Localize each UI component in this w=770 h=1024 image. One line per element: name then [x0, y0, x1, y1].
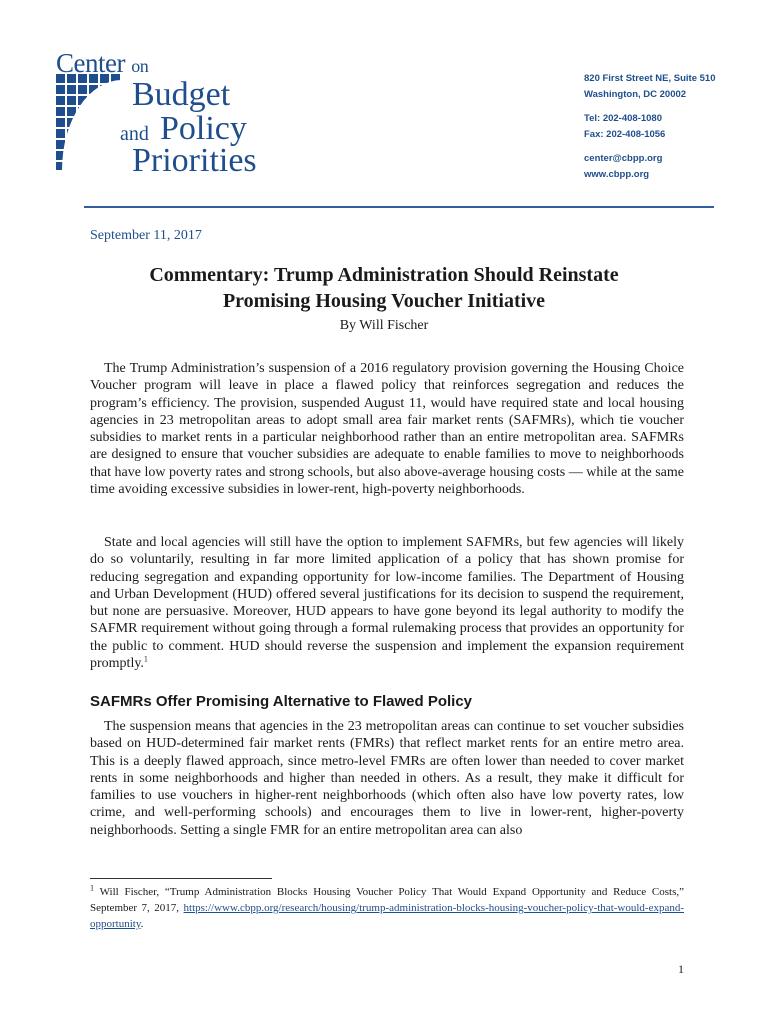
address-line-2: Washington, DC 20002 [584, 89, 687, 100]
paragraph-3: The suspension means that agencies in the 23 metropolitan areas can continue to set voucher subsidies based on HUD-determined fair market rents (FMRs) that reflect market rents for an entire metro area. This is a deeply flawed approach, since metro-level FMRs are often lower than needed to cover market rents in some neighborhoods and higher than needed in others. As a result, they make it difficult for families to use vouchers in higher-rent neighborhoods (which often also have low poverty rates, low crime, and well-performing schools) and encourages them to live in lower-rent, higher-poverty neighborhoods. Setting a single FMR for an entire metropolitan area can also [90, 719, 684, 838]
address-line-1: 820 First Street NE, Suite 510 [584, 73, 716, 84]
logo-priorities: Priorities [132, 142, 257, 179]
document-title [84, 262, 684, 314]
header-divider [84, 206, 714, 208]
paragraph-2-text: State and local agencies will still have the option to implement SAFMRs, but few agencies will likely do so voluntarily, resulting in far more limited application of a policy that has shown promise for reducing segregation and expanding opportunity for low-income families. The Department of Housing and Urban Development (HUD) offered several justifications for its decision to suspend the requirement, but none are persuasive. Moreover, HUD appears to have gone beyond its legal authority to modify the SAFMR requirement without going through a formal rulemaking process that provides an opportunity for the public to comment. HUD should reverse the suspension and implement the expansion requirement promptly. [90, 535, 684, 672]
footnote-number: 1 [90, 883, 94, 893]
logo-grid-icon [56, 74, 122, 170]
footnote-link[interactable]: https://www.cbpp.org/research/housing/trump-administration-blocks-housing-voucher-policy-that-would-expand-opportunity [90, 902, 685, 930]
footnote-1 [90, 884, 684, 932]
cbpp-logo [56, 50, 286, 180]
footnote-text: Will Fischer, “Trump Administration Blocks Housing Voucher Policy That Would Expand Opportunity and Reduce Costs,” September 7, 2017, [90, 886, 684, 914]
byline: By Will Fischer [339, 318, 429, 333]
telephone: Tel: 202-408-1080 [584, 113, 662, 124]
footnote-end: . [140, 918, 144, 930]
paragraph-1: The Trump Administration’s suspension of a 2016 regulatory provision governing the Housing Choice Voucher program will leave in place a flawed policy that reinforces segregation and reduces the program’s efficiency. The provision, suspended August 11, would have required state and local housing agencies in 23 metropolitan areas to adopt small area fair market rents (SAFMRs), which tie voucher subsidies to market rents in a particular neighborhood rather than an entire metropolitan area. SAFMRs are designed to ensure that voucher subsidies are adequate to enable families to move to neighborhoods that have low poverty rates and strong schools, but also above-average housing costs — while at the same time avoiding excessive subsidies in lower-rent, high-poverty neighborhoods. [90, 361, 684, 498]
page-number: 1 [678, 962, 684, 976]
footnote-divider [90, 878, 272, 879]
logo-and: and [120, 123, 149, 145]
logo-center: Center on [56, 48, 149, 78]
logo-policy: Policy [160, 110, 247, 147]
email-link[interactable]: center@cbpp.org [584, 153, 663, 164]
contact-block [584, 71, 715, 183]
title-line-1: Commentary: Trump Administration Should Reinstate [149, 264, 619, 286]
footnote-ref-1[interactable]: 1 [143, 654, 148, 664]
paragraph-2 [90, 534, 684, 672]
website-link[interactable]: www.cbpp.org [584, 169, 650, 180]
document-date: September 11, 2017 [90, 228, 202, 243]
fax: Fax: 202-408-1056 [584, 129, 666, 140]
section-heading: SAFMRs Offer Promising Alternative to Flawed Policy [90, 693, 473, 710]
logo-budget: Budget [132, 76, 231, 113]
title-line-2: Promising Housing Voucher Initiative [222, 290, 546, 312]
